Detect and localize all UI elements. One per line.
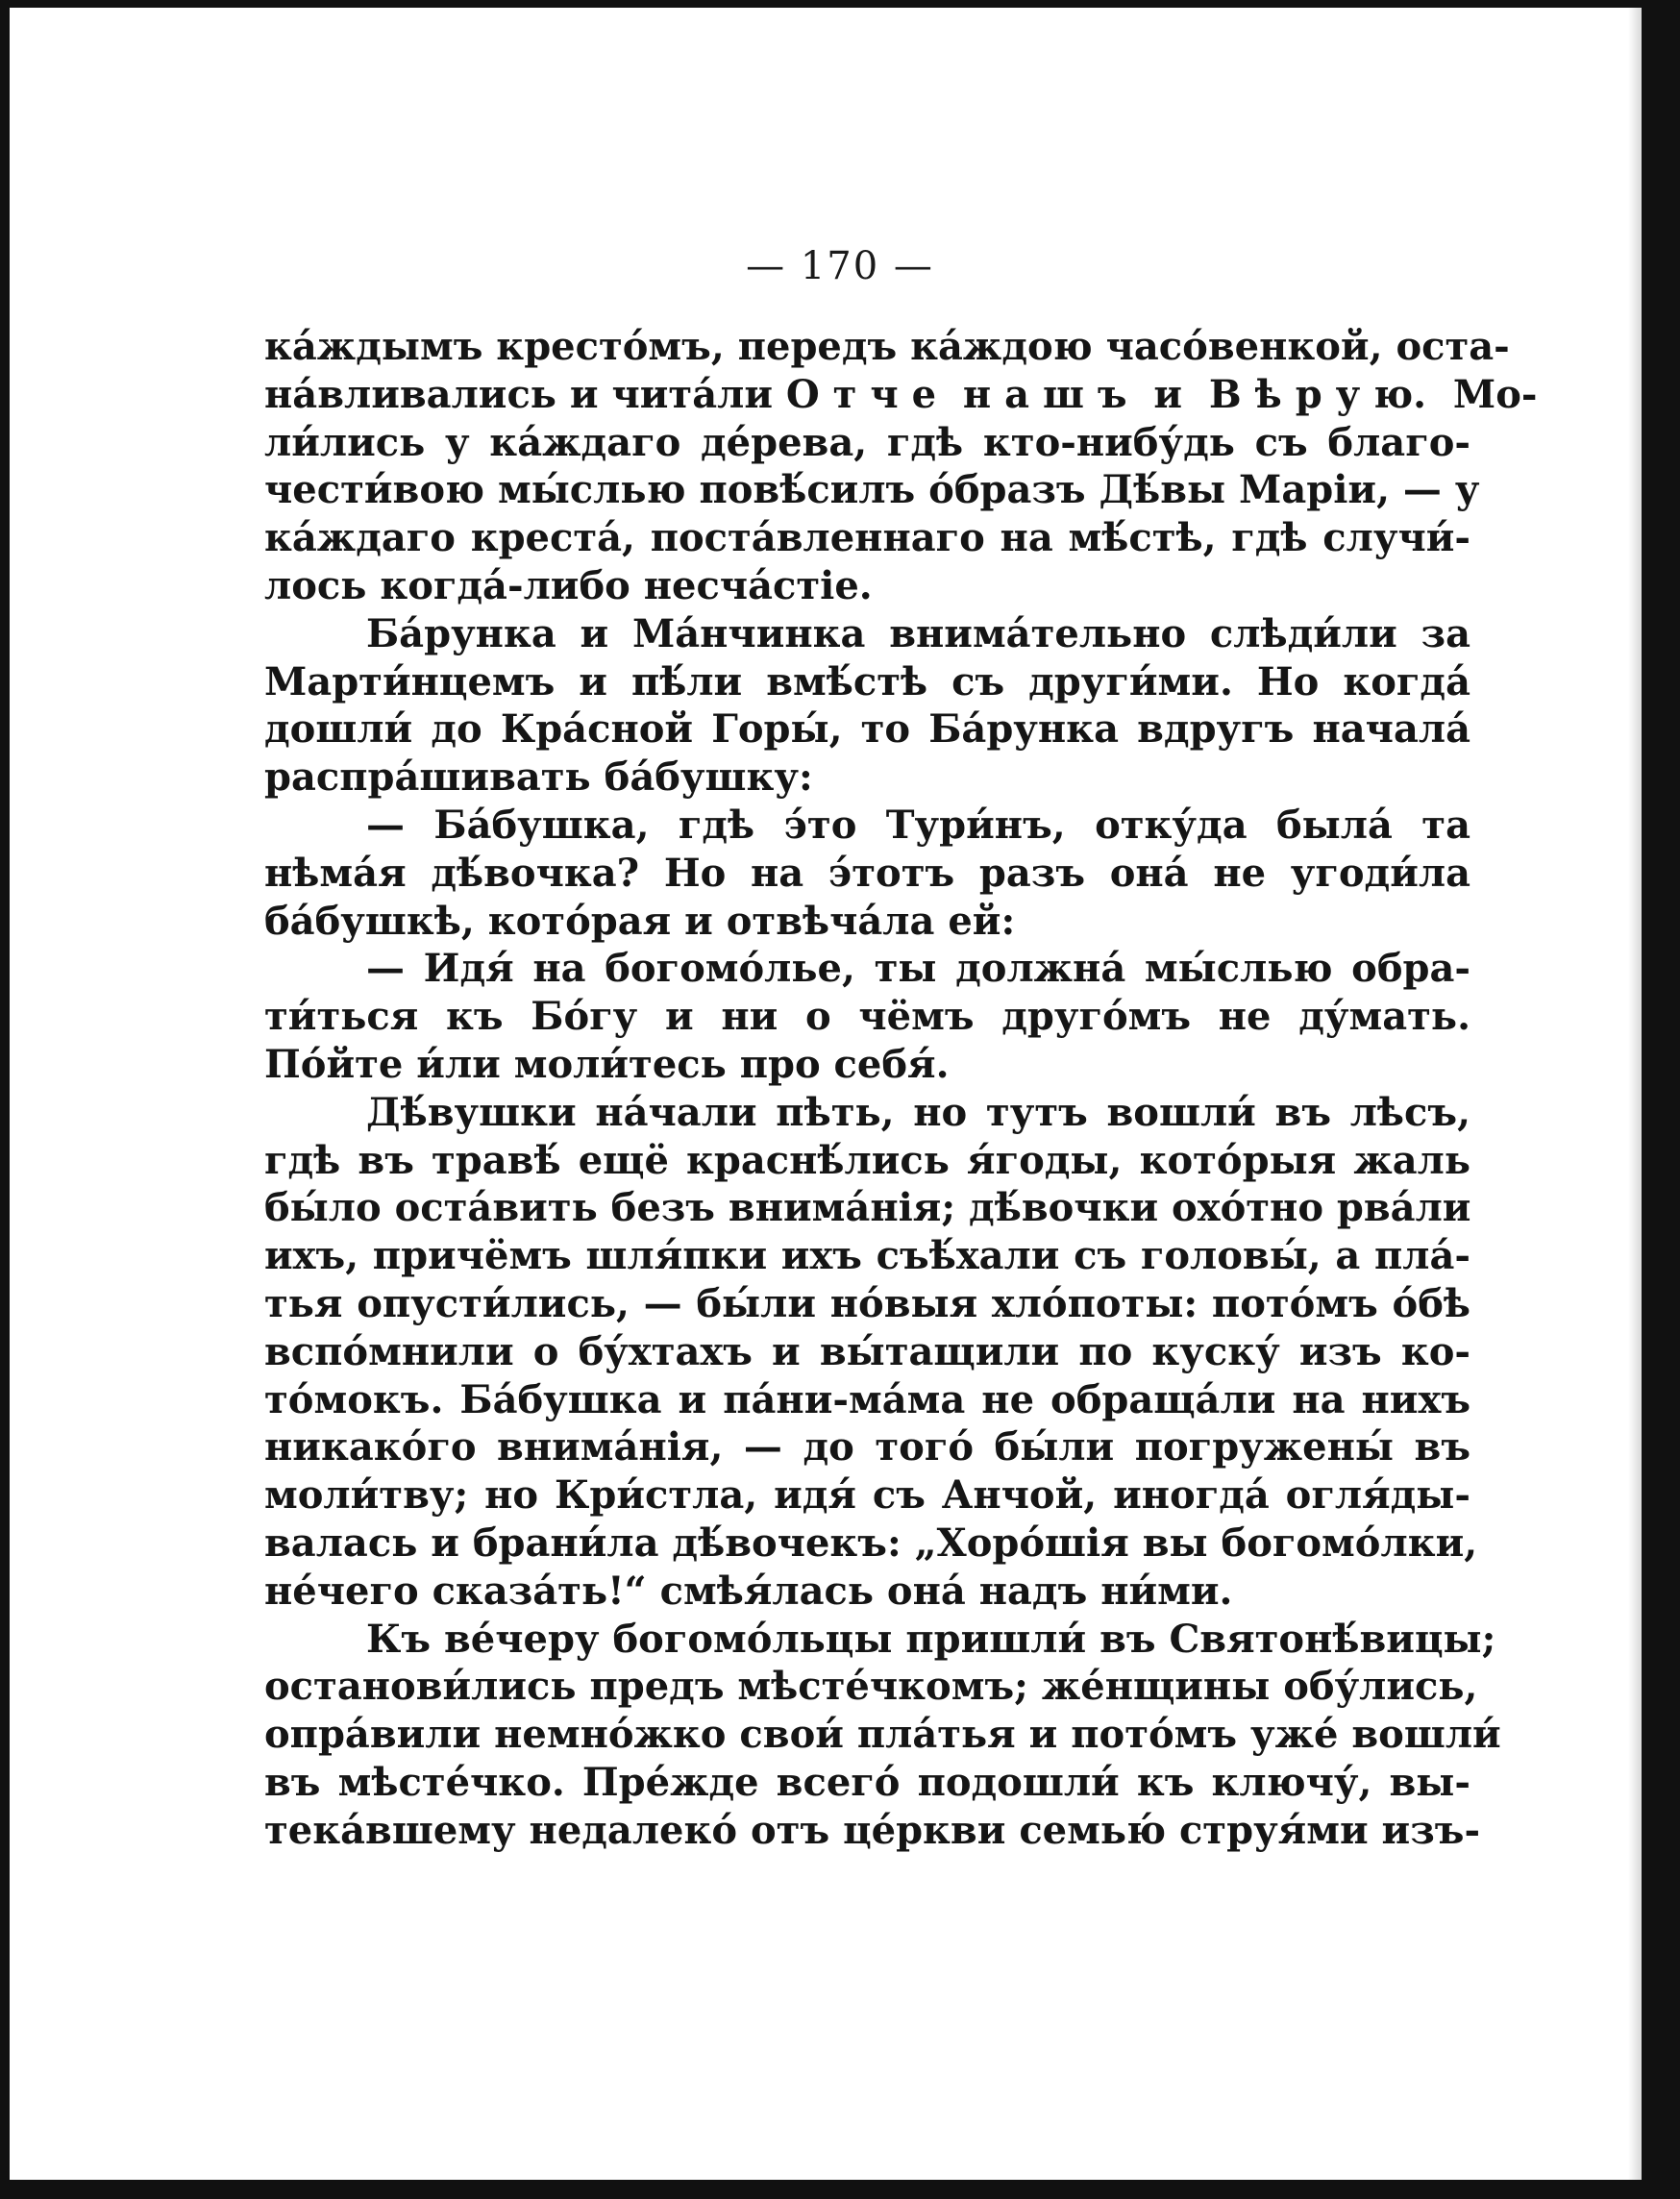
text-line: на́вливались и чита́ли О т ч е н а ш ъ и В ѣ р у ю. Мо- — [264, 371, 1538, 417]
text-line: Къ ве́черу богомо́льцы пришли́ въ Святонѣ́вицы; — [366, 1616, 1496, 1662]
text-line: ти́ться къ Бо́гу и ни о чёмъ друго́мъ не ду́мать. — [264, 994, 1470, 1040]
text-line: никако́го внима́нія, — до того́ бы́ли погружены́ въ — [264, 1424, 1470, 1470]
text-line: По́йте и́ли моли́тесь про себя́. — [264, 1041, 950, 1087]
text-line: останови́лись предъ мѣсте́чкомъ; же́нщины обу́лись, — [264, 1664, 1478, 1710]
text-line: Ба́рунка и Ма́нчинка внима́тельно слѣди́ли за — [366, 610, 1470, 656]
text-line: дошли́ до Кра́сной Горы́, то Ба́рунка вдругъ начала́ — [264, 706, 1470, 753]
text-line: ка́ждымъ кресто́мъ, передъ ка́ждою часо́венкой, оста- — [264, 324, 1510, 369]
text-line: тека́вшему недалеко́ отъ це́ркви семью́ струя́ми изъ- — [264, 1807, 1481, 1853]
text-line: чести́вою мы́слью повѣ́силъ о́бразъ Дѣ́вы Маріи, — у — [264, 467, 1480, 513]
text-line: лось когда́-либо несча́стіе. — [264, 562, 873, 608]
text-line: гдѣ въ травѣ́ ещё краснѣ́лись я́годы, кото́рыя жаль — [264, 1137, 1470, 1183]
text-line: — Идя́ на богомо́лье, ты должна́ мы́слью обра- — [366, 946, 1470, 992]
page-number: — 170 — — [746, 244, 934, 288]
text-line: ли́лись у ка́ждаго де́рева, гдѣ кто-нибу́дь съ благо- — [264, 419, 1470, 465]
text-line: валась и брани́ла дѣ́вочекъ: „Хоро́шія вы богомо́лки, — [264, 1520, 1478, 1566]
text-line: моли́тву; но Кри́стла, идя́ съ Анчой, иногда́ огля́ды- — [264, 1472, 1470, 1519]
text-line: — Ба́бушка, гдѣ э́то Тури́нъ, отку́да была́ та — [366, 802, 1470, 848]
binding-shadow — [1628, 8, 1642, 2180]
text-line: въ мѣсте́чко. Пре́жде всего́ подошли́ къ ключу́, вы- — [264, 1759, 1470, 1805]
text-line: ба́бушкѣ, кото́рая и отвѣча́ла ей: — [264, 898, 1016, 944]
text-line: нѣма́я дѣ́вочка? Но на э́тотъ разъ она́ не угоди́ла — [264, 850, 1470, 896]
text-line: Дѣ́вушки на́чали пѣть, но тутъ вошли́ въ лѣсъ, — [366, 1089, 1470, 1135]
text-line: вспо́мнили о бу́хтахъ и вы́тащили по куску́ изъ ко- — [264, 1328, 1470, 1374]
text-line: ихъ, причёмъ шля́пки ихъ съѣ́хали съ головы́, а пла́- — [264, 1233, 1470, 1279]
text-line: не́чего сказа́ть!“ смѣя́лась она́ надъ ни́ми. — [264, 1568, 1233, 1614]
body-text — [264, 323, 1538, 1855]
text-line: опра́вили немно́жко свои́ пла́тья и пото́мъ уже́ вошли́ — [264, 1712, 1501, 1758]
text-line: тья опусти́лись, — бы́ли но́выя хло́поты: пото́мъ о́бѣ — [264, 1280, 1470, 1326]
text-line: Марти́нцемъ и пѣ́ли вмѣ́стѣ съ други́ми. Но когда́ — [264, 658, 1470, 704]
text-line: бы́ло оста́вить безъ внима́нія; дѣ́вочки охо́тно рва́ли — [264, 1185, 1471, 1231]
text-line: ка́ждаго креста́, поста́вленнаго на мѣ́стѣ, гдѣ случи́- — [264, 515, 1470, 561]
text-line: распра́шивать ба́бушку: — [264, 754, 813, 801]
text-line: то́мокъ. Ба́бушка и па́ни-ма́ма не обраща́ли на нихъ — [264, 1376, 1470, 1422]
